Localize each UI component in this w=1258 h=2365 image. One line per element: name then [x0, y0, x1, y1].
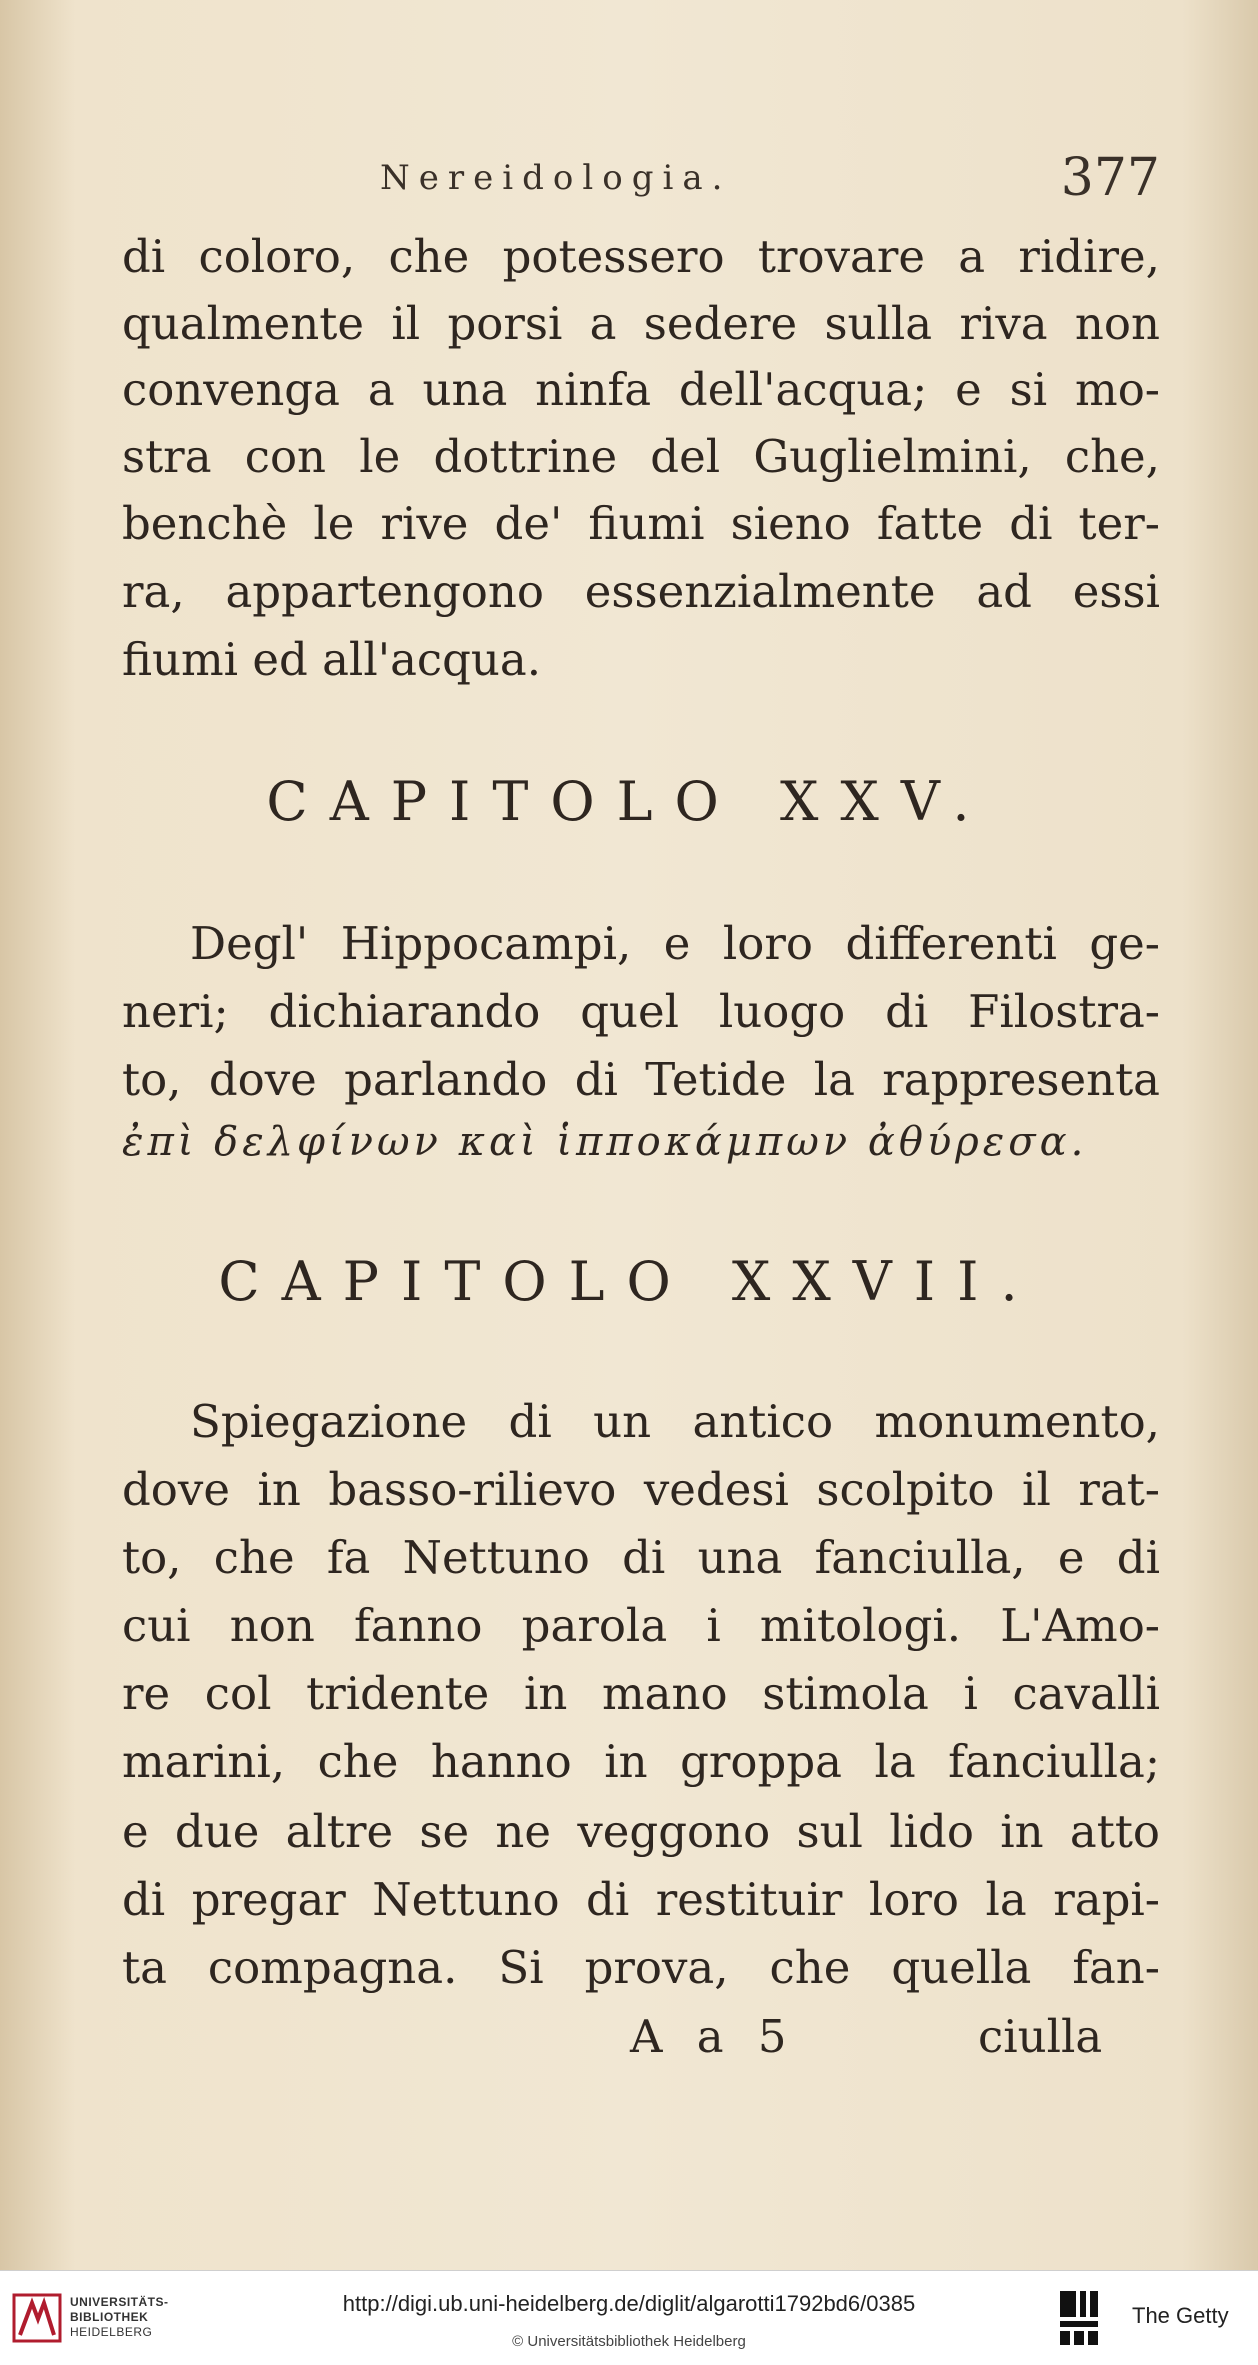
viewer-footer — [0, 2270, 1258, 2365]
text-line: to, dove parlando di Tetide la rappresenta — [122, 1053, 1160, 1106]
greek-quotation: ἐπὶ δελφίνων καὶ ἱπποκάμπων ἀθύρεσα. — [122, 1119, 1088, 1165]
text-line: cui non fanno parola i mitologi. L'Amo- — [122, 1599, 1160, 1652]
text-line: to, che fa Nettuno di una fanciulla, e di — [122, 1531, 1160, 1584]
getty-logo-icon — [1058, 2289, 1100, 2347]
text-line: qualmente il porsi a sedere sulla riva non — [122, 297, 1160, 350]
text-line: Degl' Hippocampi, e loro differenti ge- — [190, 917, 1160, 970]
page-number: 377 — [1060, 148, 1160, 208]
text-line: marini, che hanno in groppa la fanciulla; — [122, 1735, 1160, 1788]
getty-label: The Getty — [1132, 2303, 1229, 2328]
permalink-url[interactable]: http://digi.ub.uni-heidelberg.de/diglit/algarotti1792bd6/0385 — [342, 2291, 916, 2316]
copyright-notice: © Universitätsbibliothek Heidelberg — [512, 2333, 746, 2350]
running-title: Nereidologia. — [380, 158, 732, 198]
text-line: convenga a una ninfa dell'acqua; e si mo- — [122, 363, 1160, 416]
text-line: e due altre se ne veggono sul lido in atto — [122, 1805, 1160, 1858]
text-line: re col tridente in mano stimola i cavalli — [122, 1667, 1160, 1720]
text-line: di pregar Nettuno di restituir loro la rapi- — [122, 1873, 1160, 1926]
text-line: ta compagna. Si prova, che quella fan- — [122, 1941, 1160, 1994]
chapter-27-heading: CAPITOLO XXVII. — [218, 1250, 1040, 1313]
text-line: di coloro, che potessero trovare a ridire, — [122, 230, 1160, 283]
text-line: stra con le dottrine del Guglielmini, che, — [122, 430, 1160, 483]
text-line: ra, appartengono essenzialmente ad essi — [122, 565, 1160, 618]
page-header — [380, 148, 1160, 218]
text-line: Spiegazione di un antico monumento, — [190, 1395, 1160, 1448]
university-library-name: UNIVERSITÄTS- BIBLIOTHEK HEIDELBERG — [70, 2295, 169, 2339]
signature-mark: A a 5 — [630, 2010, 797, 2063]
catchword: ciulla — [978, 2010, 1103, 2063]
text-line: neri; dichiarando quel luogo di Filostra- — [122, 985, 1160, 1038]
text-line: benchè le rive de' fiumi sieno fatte di ter- — [122, 497, 1160, 550]
chapter-25-heading: CAPITOLO XXV. — [266, 770, 992, 833]
text-line: dove in basso-rilievo vedesi scolpito il rat- — [122, 1463, 1160, 1516]
text-line: fiumi ed all'acqua. — [122, 633, 542, 686]
